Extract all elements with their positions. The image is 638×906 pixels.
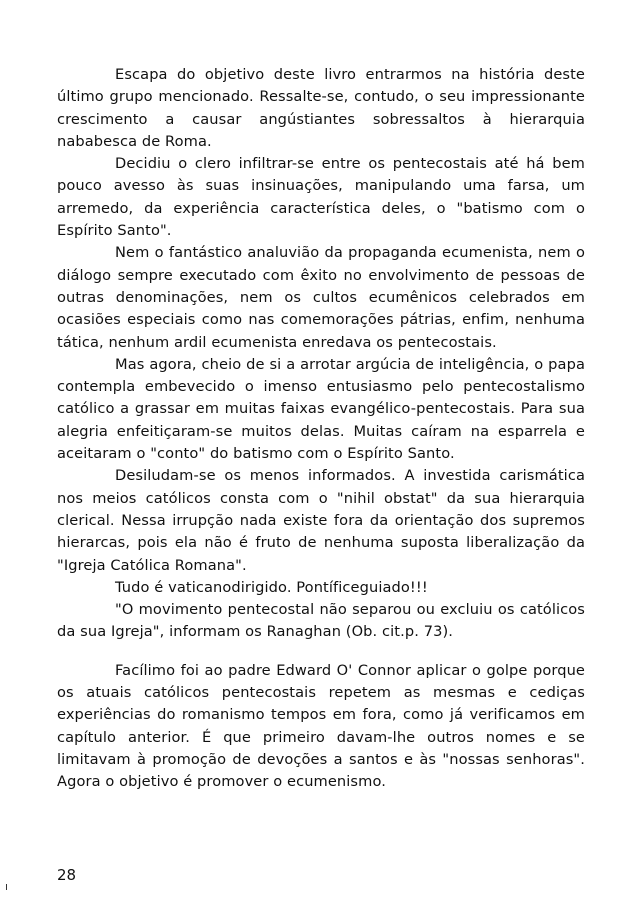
page-number: 28 [57,866,77,884]
paragraph-7: "O movimento pentecostal não separou ou excluiu os católicos da sua Igreja", informam os Ranaghan (Ob. cit.p. 73). [57,601,585,641]
paragraph-4: Mas agora, cheio de si a arrotar argúcia de inteligência, o papa contempla embevecido o imenso entusiasmo pelo pentecostalismo católico a grassar em muitas faixas evangélico-pentecostais. Para sua alegria enfeitiçaram-se muitos delas. Muitas caíram na esparrela e aceitaram o "conto" do batismo com o Espírito Santo. [57,355,585,463]
paragraph-1: Escapa do objetivo deste livro entrarmos na história deste último grupo mencionado. Ressalte-se, contudo, o seu impressionante crescimento a causar angústiantes sobressaltos à hierarquia nababesca de Roma. [57,66,585,150]
body-text [57,64,585,794]
paragraph-2: Decidiu o clero infiltrar-se entre os pentecostais até há bem pouco avesso às suas insinuações, manipulando uma farsa, um arremedo, da experiência característica deles, o "batismo com o Espírito Santo". [57,155,585,240]
scan-mark [6,884,7,890]
paragraph-6: Tudo é vaticanodirigido. Pontíficeguiado!!! [115,578,428,596]
paragraph-5: Desiludam-se os menos informados. A investida carismática nos meios católicos consta com o "nihil obstat" da sua hierarquia clerical. Nessa irrupção nada existe fora da orientação dos supremos hierarcas, pois ela não é fruto de nenhuma suposta liberalização da "Igreja Católica Romana". [57,467,585,574]
paragraph-8: Facílimo foi ao padre Edward O' Connor aplicar o golpe porque os atuais católicos pentecostais repetem as mesmas e cediças experiências do romanismo tempos em fora, como já verificamos em capítulo anterior. É que primeiro davam-lhe outros nomes e se limitavam à promoção de devoções a santos e às "nossas senhoras". Agora o objetivo é promover o ecumenismo. [57,661,585,791]
paragraph-3: Nem o fantástico analuvião da propaganda ecumenista, nem o diálogo sempre executado com êxito no envolvimento de pessoas de outras denominações, nem os cultos ecumênicos celebrados em ocasiões especiais como nas comemorações pátrias, enfim, nenhuma tática, nenhum ardil ecumenista enredava os pentecostais. [57,244,585,351]
